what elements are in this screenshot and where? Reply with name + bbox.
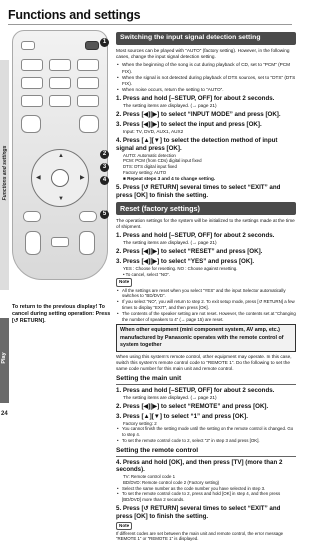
step-detail: The setting items are displayed. (→ page 21) bbox=[123, 394, 217, 400]
step: 3. Press [◀][▶] to select “YES” and press [OK]. bbox=[116, 258, 255, 266]
option-item: PCM: PCM (from CDs) digital input fixed bbox=[123, 158, 202, 164]
remote-button bbox=[77, 59, 99, 71]
arrow-left-icon: ◀ bbox=[36, 175, 41, 181]
step: 4. Press [▲][▼] to select the detection method of input signal and press [OK]. bbox=[116, 137, 278, 152]
side-tab-functions bbox=[0, 60, 9, 290]
remote-button bbox=[79, 115, 99, 133]
remote-button bbox=[77, 77, 99, 89]
step: 3. Press [◀][▶] to select the input and press [OK]. bbox=[116, 121, 262, 129]
step: 2. Press [◀][▶] to select “INPUT MODE” and press [OK]. bbox=[116, 111, 281, 119]
step: 5. Press [↺ RETURN] several times to select “EXIT” and press [OK] to finish the setting. bbox=[116, 505, 281, 520]
step: 1. Press and hold [–SETUP, OFF] for about 2 seconds. bbox=[116, 232, 275, 240]
section-heading-input-signal: Switching the input signal detection setting bbox=[116, 32, 296, 45]
heading-remote-control: Setting the remote control bbox=[116, 447, 296, 457]
remote-button bbox=[51, 237, 69, 247]
step: 1. Press and hold [–SETUP, OFF] for about 2 seconds. bbox=[116, 387, 275, 395]
return-instruction: To return to the previous display! To cancel during setting operation: Press [↺ RETURN]. bbox=[12, 304, 111, 325]
page-number: 24 bbox=[1, 411, 8, 417]
callout-2: 2 bbox=[100, 150, 109, 159]
step-detail: Input: TV, DVD, AUX1, AUX2 bbox=[123, 128, 184, 134]
option-item: TV: Remote control code 1 bbox=[123, 474, 176, 480]
step-detail: • To cancel, select “NO”. bbox=[123, 271, 171, 277]
note-item: • All the settings are reset when you select “YES” and the input Selector automatically switches to “BD/DVD”. bbox=[116, 288, 296, 300]
remote-intro: When using this system’s remote control, other equipment may operate. In this case, switch this system’s remote control code to “REMOTE 1”. Do the following to set the same code number for this main unit and remote control. bbox=[116, 353, 292, 372]
arrow-right-icon: ▶ bbox=[80, 175, 85, 181]
remote-button bbox=[49, 59, 71, 71]
step-detail: YES : Choose for resetting. NO : Choose against resetting. bbox=[123, 265, 238, 271]
callout-4: 4 bbox=[100, 176, 109, 185]
note-item: • Select the same number as the code number you have selected in step 3. bbox=[116, 486, 296, 492]
callout-1: 1 bbox=[100, 38, 109, 47]
step: 4. Press and hold [OK], and then press [TV] (more than 2 seconds). bbox=[116, 458, 283, 474]
title-divider bbox=[8, 24, 292, 25]
option-item: AUTO: Automatic detection bbox=[123, 152, 176, 158]
step: 5. Press [↺ RETURN] several times to select “EXIT” and press [OK] to finish the setting. bbox=[116, 184, 281, 199]
note-item: If different codes are set between the main unit and remote control, the error message “REMOTE 1” or “REMOTE 1” is displayed. bbox=[116, 530, 284, 542]
list-item: • When noise occurs, return the setting to “AUTO”. bbox=[116, 87, 296, 93]
heading-main-unit: Setting the main unit bbox=[116, 375, 296, 385]
note-item: • You cannot finish the setting mode until the setting on the remote control is changed. Go to step 4. bbox=[116, 426, 296, 438]
remote-button bbox=[21, 41, 35, 50]
remote-button bbox=[79, 231, 95, 255]
remote-button bbox=[21, 59, 43, 71]
remote-button bbox=[23, 211, 41, 222]
repeat-instruction: ■ Repeat steps 3 and 4 to change setting. bbox=[123, 175, 216, 181]
note-label: Note bbox=[116, 522, 132, 530]
remote-power-button bbox=[85, 41, 99, 50]
content-column bbox=[116, 30, 296, 542]
remote-return-button bbox=[79, 211, 97, 222]
section-intro: Most sources can be played with “AUTO” (factory setting). However, in the following cases, change the input signal detection setting. bbox=[116, 47, 290, 60]
note-item: • To set the remote control code to 2, press and hold [OK] in step 4, and then press [BD/DVD] more than 2 seconds. bbox=[116, 491, 296, 503]
page-title: Functions and settings bbox=[8, 8, 141, 22]
arrow-down-icon: ▼ bbox=[58, 196, 64, 202]
option-item: DTS: DTS digital input fixed bbox=[123, 164, 177, 170]
remote-button bbox=[21, 95, 43, 107]
side-tab-functions-label: Functions and settings bbox=[2, 145, 8, 201]
note-item: • If you select “NO”, you will return to step 2. To exit setup mode, press [↺ RETURN] a few times to display “EXIT”, and then press [OK]. bbox=[116, 299, 296, 311]
arrow-up-icon: ▲ bbox=[58, 153, 64, 159]
step: 3. Press [▲][▼] to select “1” and press [OK]. bbox=[116, 412, 248, 420]
ok-button bbox=[51, 169, 69, 187]
remote-button bbox=[49, 77, 71, 89]
section-heading-reset: Reset (factory settings) bbox=[116, 202, 296, 216]
step-detail: The setting items are displayed. (→ page 21) bbox=[123, 240, 217, 246]
step: 2. Press [◀][▶] to select “RESET” and press [OK]. bbox=[116, 248, 263, 256]
remote-button bbox=[25, 231, 41, 255]
section-intro: The operation settings for the system will be initialized to the settings made at the time of shipment. bbox=[116, 218, 295, 230]
remote-conflict-box: When other equipment (mini component system, AV amp, etc.) manufactured by Panasonic operates with the remote control of system together bbox=[116, 324, 296, 351]
side-tab-play bbox=[0, 318, 9, 403]
remote-button bbox=[49, 95, 71, 107]
remote-button bbox=[21, 77, 43, 89]
note-item: • To set the remote control code to 2, select “2” in step 3 and press [OK]. bbox=[116, 438, 296, 444]
list-item: • When the signal is not detected during playback of DTS sources, set to “DTS” (DTS FIX). bbox=[116, 75, 296, 87]
remote-button bbox=[21, 115, 41, 133]
option-item: Factory setting: AUTO bbox=[123, 169, 167, 175]
list-item: • When the beginning of the song is cut during playback of CD, set to “PCM” (PCM FIX). bbox=[116, 62, 296, 74]
step: 2. Press [◀][▶] to select “REMOTE” and press [OK]. bbox=[116, 403, 269, 411]
step-detail: The setting items are displayed. (→ page 21) bbox=[123, 103, 217, 109]
remote-dpad bbox=[31, 149, 89, 207]
note-label: Note bbox=[116, 278, 132, 286]
step-detail: Factory setting: 2 bbox=[123, 420, 157, 426]
step: 1. Press and hold [–SETUP, OFF] for about 2 seconds. bbox=[116, 95, 275, 103]
note-item: • The contents of the speaker setting are not reset. However, the contents set at “Changing the number of speakers to 4” (→ page 15) are reset. bbox=[116, 311, 296, 323]
callout-5: 5 bbox=[100, 210, 109, 219]
callout-3: 3 bbox=[100, 163, 109, 172]
side-tab-play-label: Play bbox=[1, 352, 7, 364]
option-item: BD/DVD: Remote control code 2 (Factory setting) bbox=[123, 479, 220, 485]
remote-button bbox=[77, 95, 99, 107]
remote-control-illustration bbox=[12, 30, 108, 280]
